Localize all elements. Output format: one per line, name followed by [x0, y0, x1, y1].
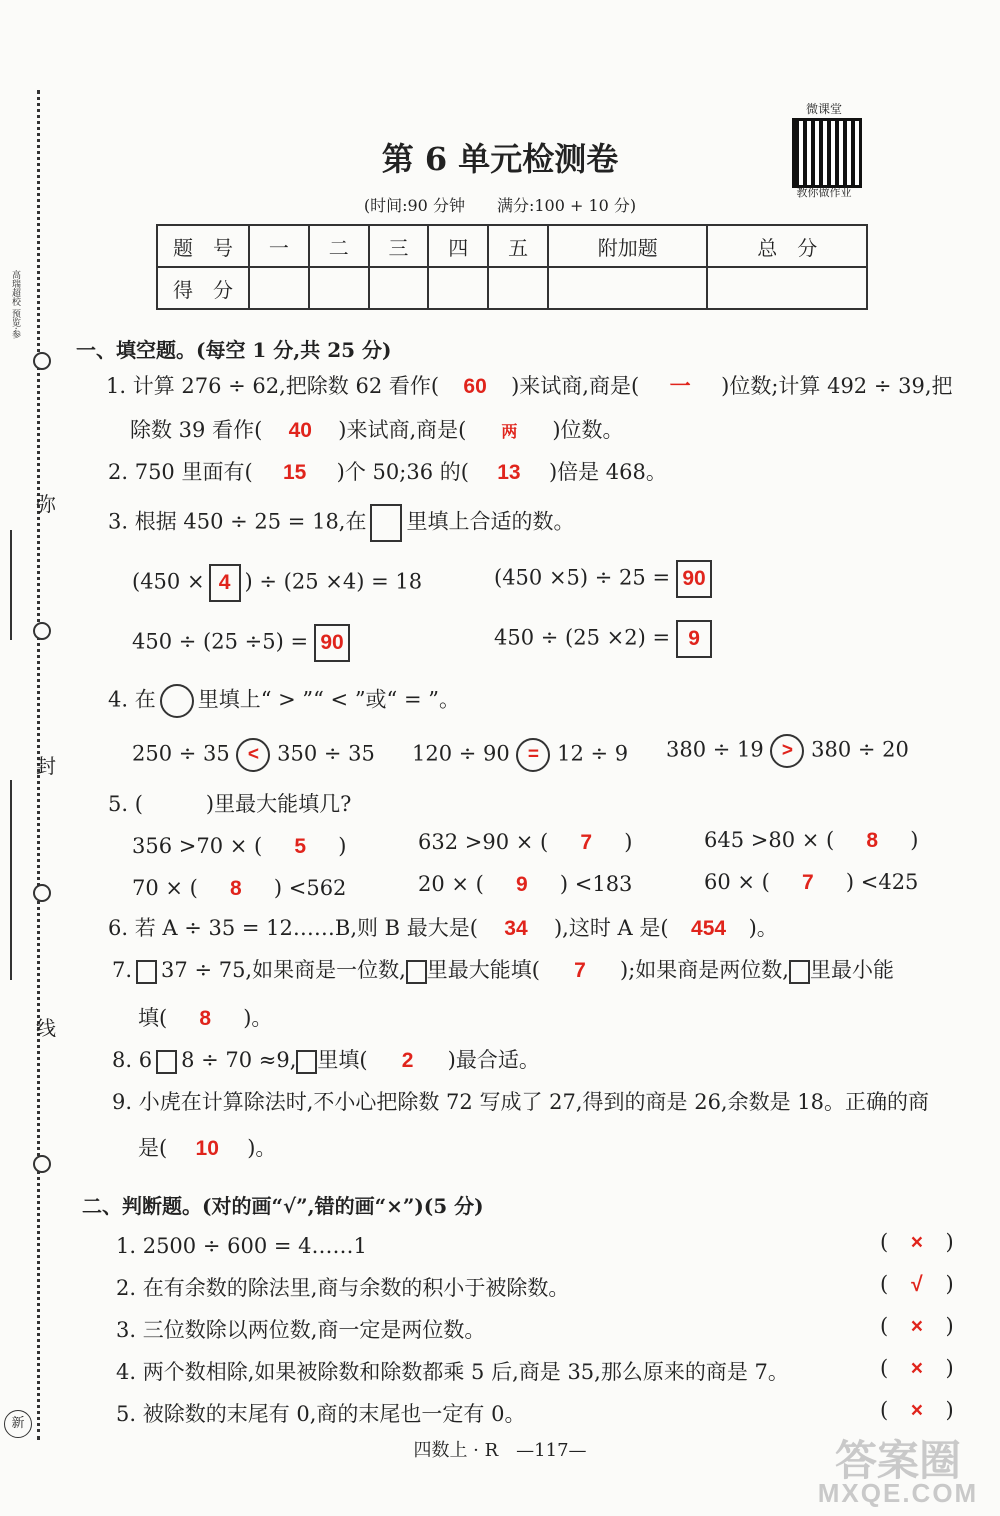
score-cell[interactable]: [369, 267, 429, 309]
judge-mark-4: ( × ): [880, 1354, 954, 1383]
score-header-cell: 四: [428, 225, 488, 267]
q8-text: )最合适。: [447, 1048, 540, 1072]
score-cell[interactable]: [249, 267, 309, 309]
q3-text: (450 ×5) ÷ 25 =: [494, 565, 671, 590]
score-header-cell: 三: [369, 225, 429, 267]
q7-text: 7.: [112, 958, 133, 982]
question-7: [112, 956, 894, 985]
answer-box: 9: [676, 620, 712, 658]
side-rule: [10, 530, 12, 640]
blank-box: [370, 504, 402, 542]
judge-item-2: 2. 在有余数的除法里,商与余数的积小于被除数。: [116, 1276, 570, 1300]
binding-ring: [33, 622, 51, 640]
q2-text: 2. 750 里面有(: [108, 460, 253, 484]
score-cell[interactable]: [707, 267, 867, 309]
answer: 15: [282, 461, 307, 484]
answer: 一: [669, 375, 691, 398]
q4-expr: 250 ÷ 35: [132, 741, 230, 766]
question-5-item: [418, 828, 632, 857]
q6-text: )。: [748, 916, 778, 940]
answer-mark: √: [911, 1273, 923, 1296]
judge-item-4: 4. 两个数相除,如果被除数和除数都乘 5 后,商是 35,那么原来的商是 7。: [116, 1360, 789, 1384]
answer-box: 4: [209, 564, 241, 602]
question-7-line-2: [138, 1004, 272, 1033]
judge-item-1: 1. 2500 ÷ 600 = 4……1: [116, 1234, 367, 1258]
qr-code-icon: [792, 118, 862, 188]
q4-expr: 120 ÷ 90: [412, 741, 510, 766]
question-3-row-1: [132, 564, 422, 602]
q5-expr: 645 >80 × (: [704, 828, 835, 852]
judge-mark-3: ( × ): [880, 1312, 954, 1341]
judge-item-3: 3. 三位数除以两位数,商一定是两位数。: [116, 1318, 486, 1342]
q1-text: )位数;计算 492 ÷ 39,把: [721, 374, 953, 398]
question-4-item: [412, 738, 628, 772]
answer: 两: [501, 424, 518, 441]
score-cell[interactable]: [488, 267, 548, 309]
judge-item-5: 5. 被除数的末尾有 0,商的末尾也一定有 0。: [116, 1402, 526, 1426]
score-header-cell: 题 号: [157, 225, 249, 267]
q1-text: 1. 计算 276 ÷ 62,把除数 62 看作(: [106, 374, 440, 398]
qr-top-label: 微课堂: [805, 102, 842, 116]
q3-text: 450 ÷ (25 ×2) =: [494, 625, 671, 650]
answer: 454: [691, 917, 727, 940]
score-header-cell: 附加题: [548, 225, 707, 267]
exam-info: (时间:90 分钟 满分:100 + 10 分): [363, 196, 637, 215]
q4-text: 4. 在: [108, 687, 156, 712]
score-table: [156, 224, 868, 310]
q5-expr: 632 >90 × (: [418, 830, 549, 854]
q5-expr: 20 × (: [418, 872, 484, 896]
answer-circle: <: [236, 738, 270, 772]
question-4-item: [132, 738, 375, 772]
binding-ring: [33, 1155, 51, 1173]
q5-expr: 70 × (: [132, 876, 198, 900]
answer-mark: ×: [910, 1315, 923, 1338]
question-5-item: [704, 868, 918, 897]
q4-expr: 350 ÷ 35: [277, 741, 375, 766]
answer: 7: [580, 831, 593, 854]
blank-box: [789, 960, 810, 984]
q5-expr: ) <183: [559, 872, 633, 896]
q4-expr: 12 ÷ 9: [557, 741, 629, 766]
answer: 7: [574, 959, 586, 982]
question-3-row-4: [494, 620, 712, 658]
blank-box: [156, 1050, 177, 1074]
q7-text: 填(: [138, 1006, 168, 1030]
answer: 9: [516, 873, 528, 896]
q3-text: ) ÷ (25 ×4) = 18: [244, 569, 423, 594]
question-5-item: [704, 826, 918, 855]
judge-mark-5: ( × ): [880, 1396, 954, 1425]
score-row-label: 得 分: [157, 267, 249, 309]
q8-text: 8 ÷ 70 ≈9,: [181, 1048, 297, 1072]
q6-text: 6. 若 A ÷ 35 = 12……B,则 B 最大是(: [108, 916, 478, 940]
answer: 10: [195, 1137, 219, 1160]
question-1-line-2: [130, 416, 624, 447]
q3-text: 里填上合适的数。: [406, 509, 575, 534]
question-6: [108, 914, 778, 943]
blank-circle: [160, 684, 194, 718]
q7-text: 37 ÷ 75,如果商是一位数,: [161, 958, 406, 982]
answer: 34: [504, 917, 528, 940]
question-5-item: [418, 870, 632, 899]
answer: 40: [288, 419, 312, 442]
judge-mark-1: ( × ): [880, 1228, 954, 1257]
question-4: [108, 684, 460, 718]
q4-text: 里填上“ > ”“ < ”或“ = ”。: [197, 687, 460, 712]
q5-expr: 356 >70 × (: [132, 834, 263, 858]
q9-text: )。: [247, 1136, 277, 1160]
score-header-cell: 总 分: [707, 225, 867, 267]
question-8: [112, 1046, 540, 1075]
binding-char: 线: [36, 1016, 56, 1040]
q2-text: )个 50;36 的(: [336, 460, 469, 484]
q4-expr: 380 ÷ 20: [811, 737, 909, 762]
q5-expr: 60 × (: [704, 870, 770, 894]
q2-text: )倍是 468。: [548, 460, 667, 484]
blank-box: [406, 960, 427, 984]
q9-text: 是(: [138, 1136, 168, 1160]
q7-text: 里最小能: [809, 958, 894, 982]
answer-mark: ×: [910, 1357, 923, 1380]
binding-vertical-text: 高瑞超校 预览·参: [10, 270, 20, 339]
answer-mark: ×: [910, 1399, 923, 1422]
score-cell[interactable]: [548, 267, 707, 309]
section2-heading: 二、判断题。(对的画“√”,错的画“×”)(5 分): [82, 1194, 484, 1218]
q4-expr: 380 ÷ 19: [666, 737, 764, 762]
answer-circle: >: [770, 734, 804, 768]
blank-box: [136, 960, 157, 984]
score-cell[interactable]: [309, 267, 369, 309]
q3-text: 450 ÷ (25 ÷5) =: [132, 629, 309, 654]
question-1-line-1: [106, 372, 953, 401]
answer: 2: [401, 1049, 414, 1072]
q6-text: ),这时 A 是(: [553, 916, 669, 940]
side-rule: [10, 780, 12, 980]
question-9-line-2: [138, 1134, 276, 1163]
q5-expr: ) <425: [845, 870, 919, 894]
question-3: [108, 504, 574, 542]
question-5-item: [132, 832, 346, 861]
blank-box: [296, 1050, 317, 1074]
answer-circle: =: [516, 738, 550, 772]
answer: 5: [294, 835, 307, 858]
question-5: 5. ( )里最大能填几?: [108, 792, 352, 816]
watermark-logo: 答案圈: [834, 1437, 961, 1484]
q5-expr: ) <562: [273, 876, 347, 900]
section1-heading: 一、填空题。(每空 1 分,共 25 分): [76, 338, 392, 362]
question-2: [108, 458, 667, 487]
q3-text: (450 ×: [132, 569, 205, 594]
answer: 8: [199, 1007, 212, 1030]
score-header-cell: 一: [249, 225, 309, 267]
score-header-cell: 二: [309, 225, 369, 267]
q1-text: )来试商,商是(: [511, 374, 640, 398]
answer: 13: [497, 461, 521, 484]
q1-text: )位数。: [552, 418, 624, 442]
q8-text: 8. 6: [112, 1048, 153, 1072]
q7-text: )。: [243, 1006, 273, 1030]
binding-ring: [33, 352, 51, 370]
q5-expr: ): [624, 830, 633, 854]
score-cell[interactable]: [428, 267, 488, 309]
binding-ring: [33, 884, 51, 902]
answer: 8: [230, 877, 242, 900]
q8-text: 里填(: [317, 1048, 368, 1072]
page-title: 第 6 单元检测卷: [381, 140, 619, 178]
score-header-cell: 五: [488, 225, 548, 267]
question-3-row-2: [494, 560, 712, 598]
q1-text: )来试商,商是(: [338, 418, 467, 442]
question-3-row-3: [132, 624, 350, 662]
question-5-item: [132, 874, 346, 903]
question-9: 9. 小虎在计算除法时,不小心把除数 72 写成了 27,得到的商是 26,余数是 18。正确的商: [112, 1090, 929, 1114]
q7-text: );如果商是两位数,: [620, 958, 789, 982]
answer: 8: [866, 829, 879, 852]
answer-box: 90: [314, 624, 350, 662]
binding-char: 封: [36, 754, 56, 778]
q7-text: 里最大能填(: [426, 958, 540, 982]
q5-expr: ): [338, 834, 347, 858]
answer: 60: [463, 375, 487, 398]
answer: 7: [802, 871, 814, 894]
page-footer: 四数上 · R —117—: [413, 1440, 587, 1461]
qr-bottom-label: 教你做作业: [796, 186, 852, 199]
answer-mark: ×: [910, 1231, 923, 1254]
answer-box: 90: [676, 560, 712, 598]
new-badge: 新: [4, 1410, 32, 1438]
q3-text: 3. 根据 450 ÷ 25 = 18,在: [108, 509, 367, 534]
judge-mark-2: ( √ ): [880, 1270, 954, 1299]
question-4-item: [666, 734, 909, 768]
q1-text: 除数 39 看作(: [130, 418, 263, 442]
watermark-url: MXQE.COM: [817, 1478, 979, 1508]
q5-expr: ): [910, 828, 919, 852]
binding-char: 弥: [36, 492, 56, 516]
